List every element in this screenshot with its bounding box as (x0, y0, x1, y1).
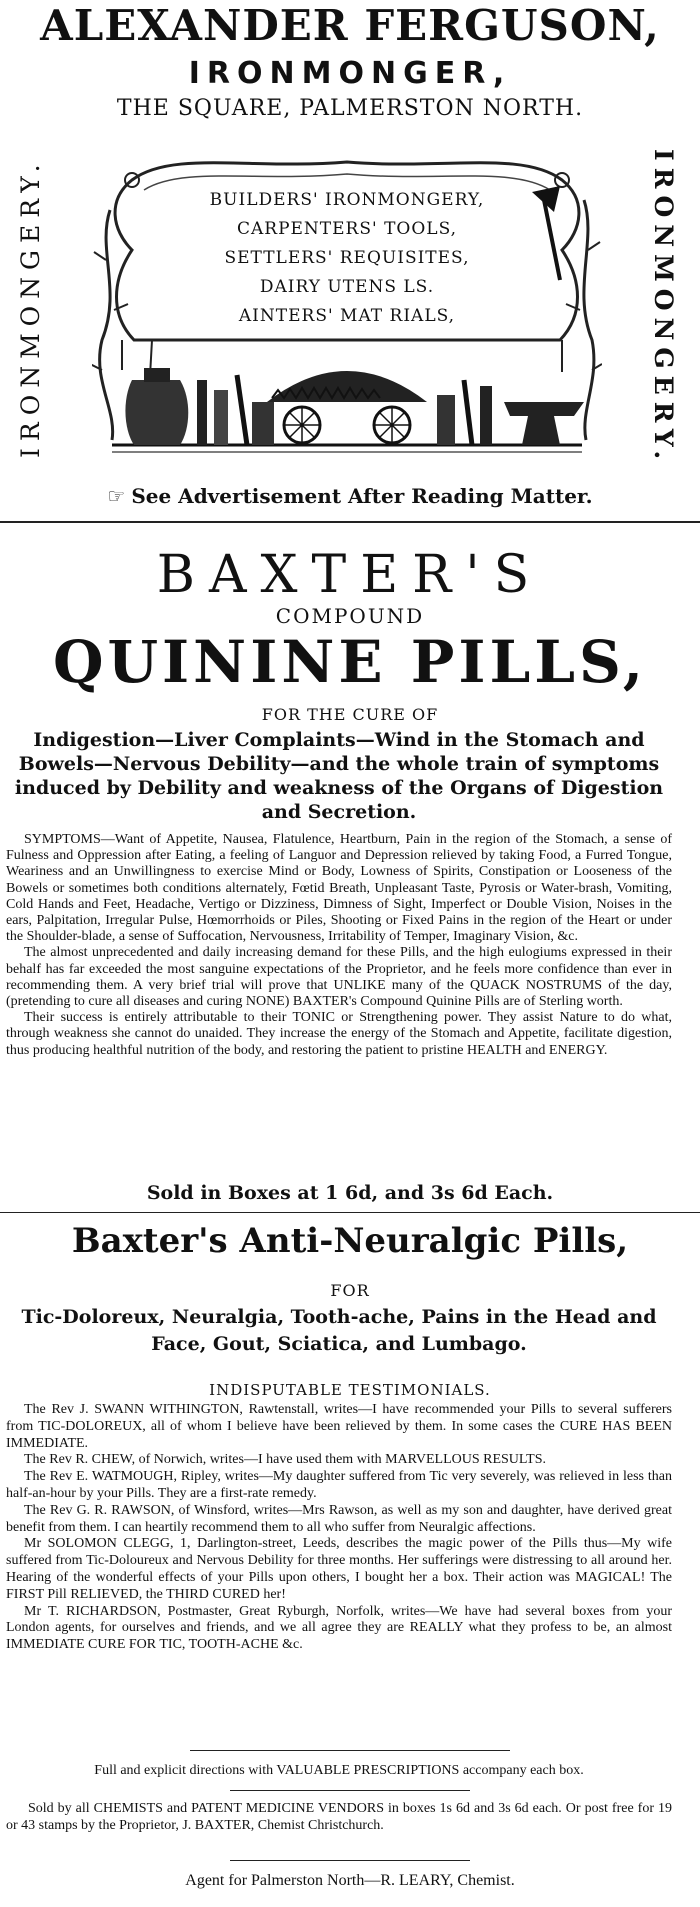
pointing-hand-icon: ☞ (107, 484, 126, 508)
see-advertisement-notice (0, 482, 700, 510)
agent-line: Agent for Palmerston North—R. LEARY, Chemist. (185, 1872, 515, 1889)
success-paragraph: Their success is entirely attributable to their TONIC or Strengthening power. They assist Nature to do what, through weakness she cannot do unaided. They increase the energy of the Stomach and Appetite, facilitate digestion, thus producing healthful nutrition of the body, and restoring the patient to pristine HEALTH and ENERGY. (6, 1010, 672, 1058)
baxter-title: BAXTER'S (156, 545, 544, 605)
advertiser-trade: IRONMONGER, (188, 56, 512, 91)
side-label-left: IRONMONGERY. (16, 157, 45, 458)
directions-line: Full and explicit directions with VALUABLE PRESCRIPTIONS accompany each box. (94, 1763, 584, 1778)
compound-subtitle: COMPOUND (275, 604, 425, 628)
column-divider (0, 521, 700, 523)
short-divider (190, 1750, 510, 1751)
symptoms-paragraph: SYMPTOMS—Want of Appetite, Nausea, Flatulence, Heartburn, Pain in the region of the Stomach, a sense of Fulness and Oppression after Eating, a feeling of Languor and Depression relieved by taking Food, a Furred Tongue, Weariness and an Unwillingness to exercise Mind or Body, Lowness of Spirits, Constipation or Looseness of the Bowels or sometimes both conditions alternately, Fœtid Breath, Unpleasant Taste, Pyrosis or Water-brash, Vomiting, Cold Hands and Feet, Headache, Vertigo or Dizziness, Dimness of Sight, Imperfect or Double Vision, Noises in the ears, Palpitation, Irregular Pulse, Hœmorrhoids or Piles, Shooting or Fixed Pains in the region of the Heart or under the Shoulder-blade, a sense of Suffocation, Nervousness, Irritability of Temper, Imaginary Vision, &c. (6, 832, 672, 945)
testimonial-chew: The Rev R. CHEW, of Norwich, writes—I have used them with MARVELLOUS RESULTS. (24, 1452, 547, 1468)
item-carpenters-tools: CARPENTERS' TOOLS, (236, 219, 458, 239)
testimonial-clegg: Mr SOLOMON CLEGG, 1, Darlington-street, Leeds, describes the magic power of the Pills thus—My wife suffered from Tic-Doloureux and Nervous Debility for three months. Her sufferings were distressing to all around her. Hearing of the wonderful effects of your Pills upon others, I bought her a box. Their action was MAGICAL! The FIRST Pill RELIEVED, the THIRD CURED her! (6, 1536, 672, 1602)
testimonials-list (6, 1402, 672, 1654)
quinine-pills-heading: QUININE PILLS, (52, 628, 648, 696)
for-label: FOR (330, 1281, 370, 1300)
item-builders-ironmongery: BUILDERS' IRONMONGERY, (209, 190, 485, 210)
side-label-right: IRONMONGERY. (649, 148, 678, 467)
testimonial-withington: The Rev J. SWANN WITHINGTON, Rawtenstall, writes—I have recommended your Pills to several sufferers from TIC-DOLOREUX, all of whom I believe have been relieved by them. In some cases the CURE HAS BEEN IMMEDIATE. (6, 1402, 672, 1451)
section-divider (0, 1212, 700, 1213)
anti-neuralgic-heading: Baxter's Anti-Neuralgic Pills, (71, 1221, 629, 1261)
testimonial-richardson: Mr T. RICHARDSON, Postmaster, Great Ryburgh, Norfolk, writes—We have had several boxes from your London agents, for ourselves and friends, and we all agree they are REALLY what they profess to be, an almost IMMEDIATE CURE FOR TIC, TOOTH-ACHE &c. (6, 1603, 672, 1653)
advertiser-name: ALEXANDER FERGUSON, (40, 1, 660, 50)
tools-illustration-panel (92, 140, 602, 465)
testimonial-watmough: The Rev E. WATMOUGH, Ripley, writes—My daughter suffered from Tic very severely, was relieved in less than half-an-hour by your Pills. They are a first-rate remedy. (6, 1469, 672, 1501)
quinine-price-line: Sold in Boxes at 1 6d, and 3s 6d Each. (146, 1182, 554, 1204)
ferguson-advertisement (0, 0, 700, 520)
item-painters-materials: AINTERS' MAT RIALS, (238, 306, 456, 326)
neuralgic-ailments: Tic-Doloreux, Neuralgia, Tooth-ache, Pains in the Head and Face, Gout, Sciatica, and Lumbago. (21, 1306, 657, 1355)
testimonials-heading: INDISPUTABLE TESTIMONIALS. (209, 1381, 491, 1399)
item-dairy-utensils: DAIRY UTENS LS. (259, 277, 435, 297)
quinine-ailments: Indigestion—Liver Complaints—Wind in the Stomach and Bowels—Nervous Debility—and the whole train of symptoms induced by Debility and weakness of the Organs of Digestion and Secretion. (14, 729, 664, 823)
item-settlers-requisites: SETTLERS' REQUISITES, (224, 248, 470, 268)
short-divider (230, 1790, 470, 1791)
ironmongery-items-list (162, 186, 532, 331)
demand-paragraph: The almost unprecedented and daily increasing demand for these Pills, and the high eulogiums expressed in their behalf has far exceeded the most sanguine expectations of the Proprietor, and he feels more confidence than ever in recommending them. A very brief trial will prove that UNLIKE many of the QUACK NOSTRUMS of the day, (pretending to cure all diseases and curing NONE) BAXTER's Compound Quinine Pills are of Sterling worth. (6, 945, 672, 1010)
quinine-body-text (6, 832, 672, 1059)
testimonial-rawson: The Rev G. R. RAWSON, of Winsford, writes—Mrs Rawson, as well as my son and daughter, have derived great benefit from them. I can heartily recommend them to all who suffer from Neuralgic affections. (6, 1502, 672, 1535)
short-divider (230, 1860, 470, 1861)
advertiser-address: THE SQUARE, PALMERSTON NORTH. (116, 96, 584, 121)
for-the-cure-label: FOR THE CURE OF (261, 705, 439, 724)
sold-by-paragraph: Sold by all CHEMISTS and PATENT MEDICINE VENDORS in boxes 1s 6d and 3s 6d each. Or post free for 19 or 43 stamps by the Proprietor, J. BAXTER, Chemist Christchurch. (6, 1801, 672, 1833)
see-advertisement-text: See Advertisement After Reading Matter. (131, 484, 593, 508)
